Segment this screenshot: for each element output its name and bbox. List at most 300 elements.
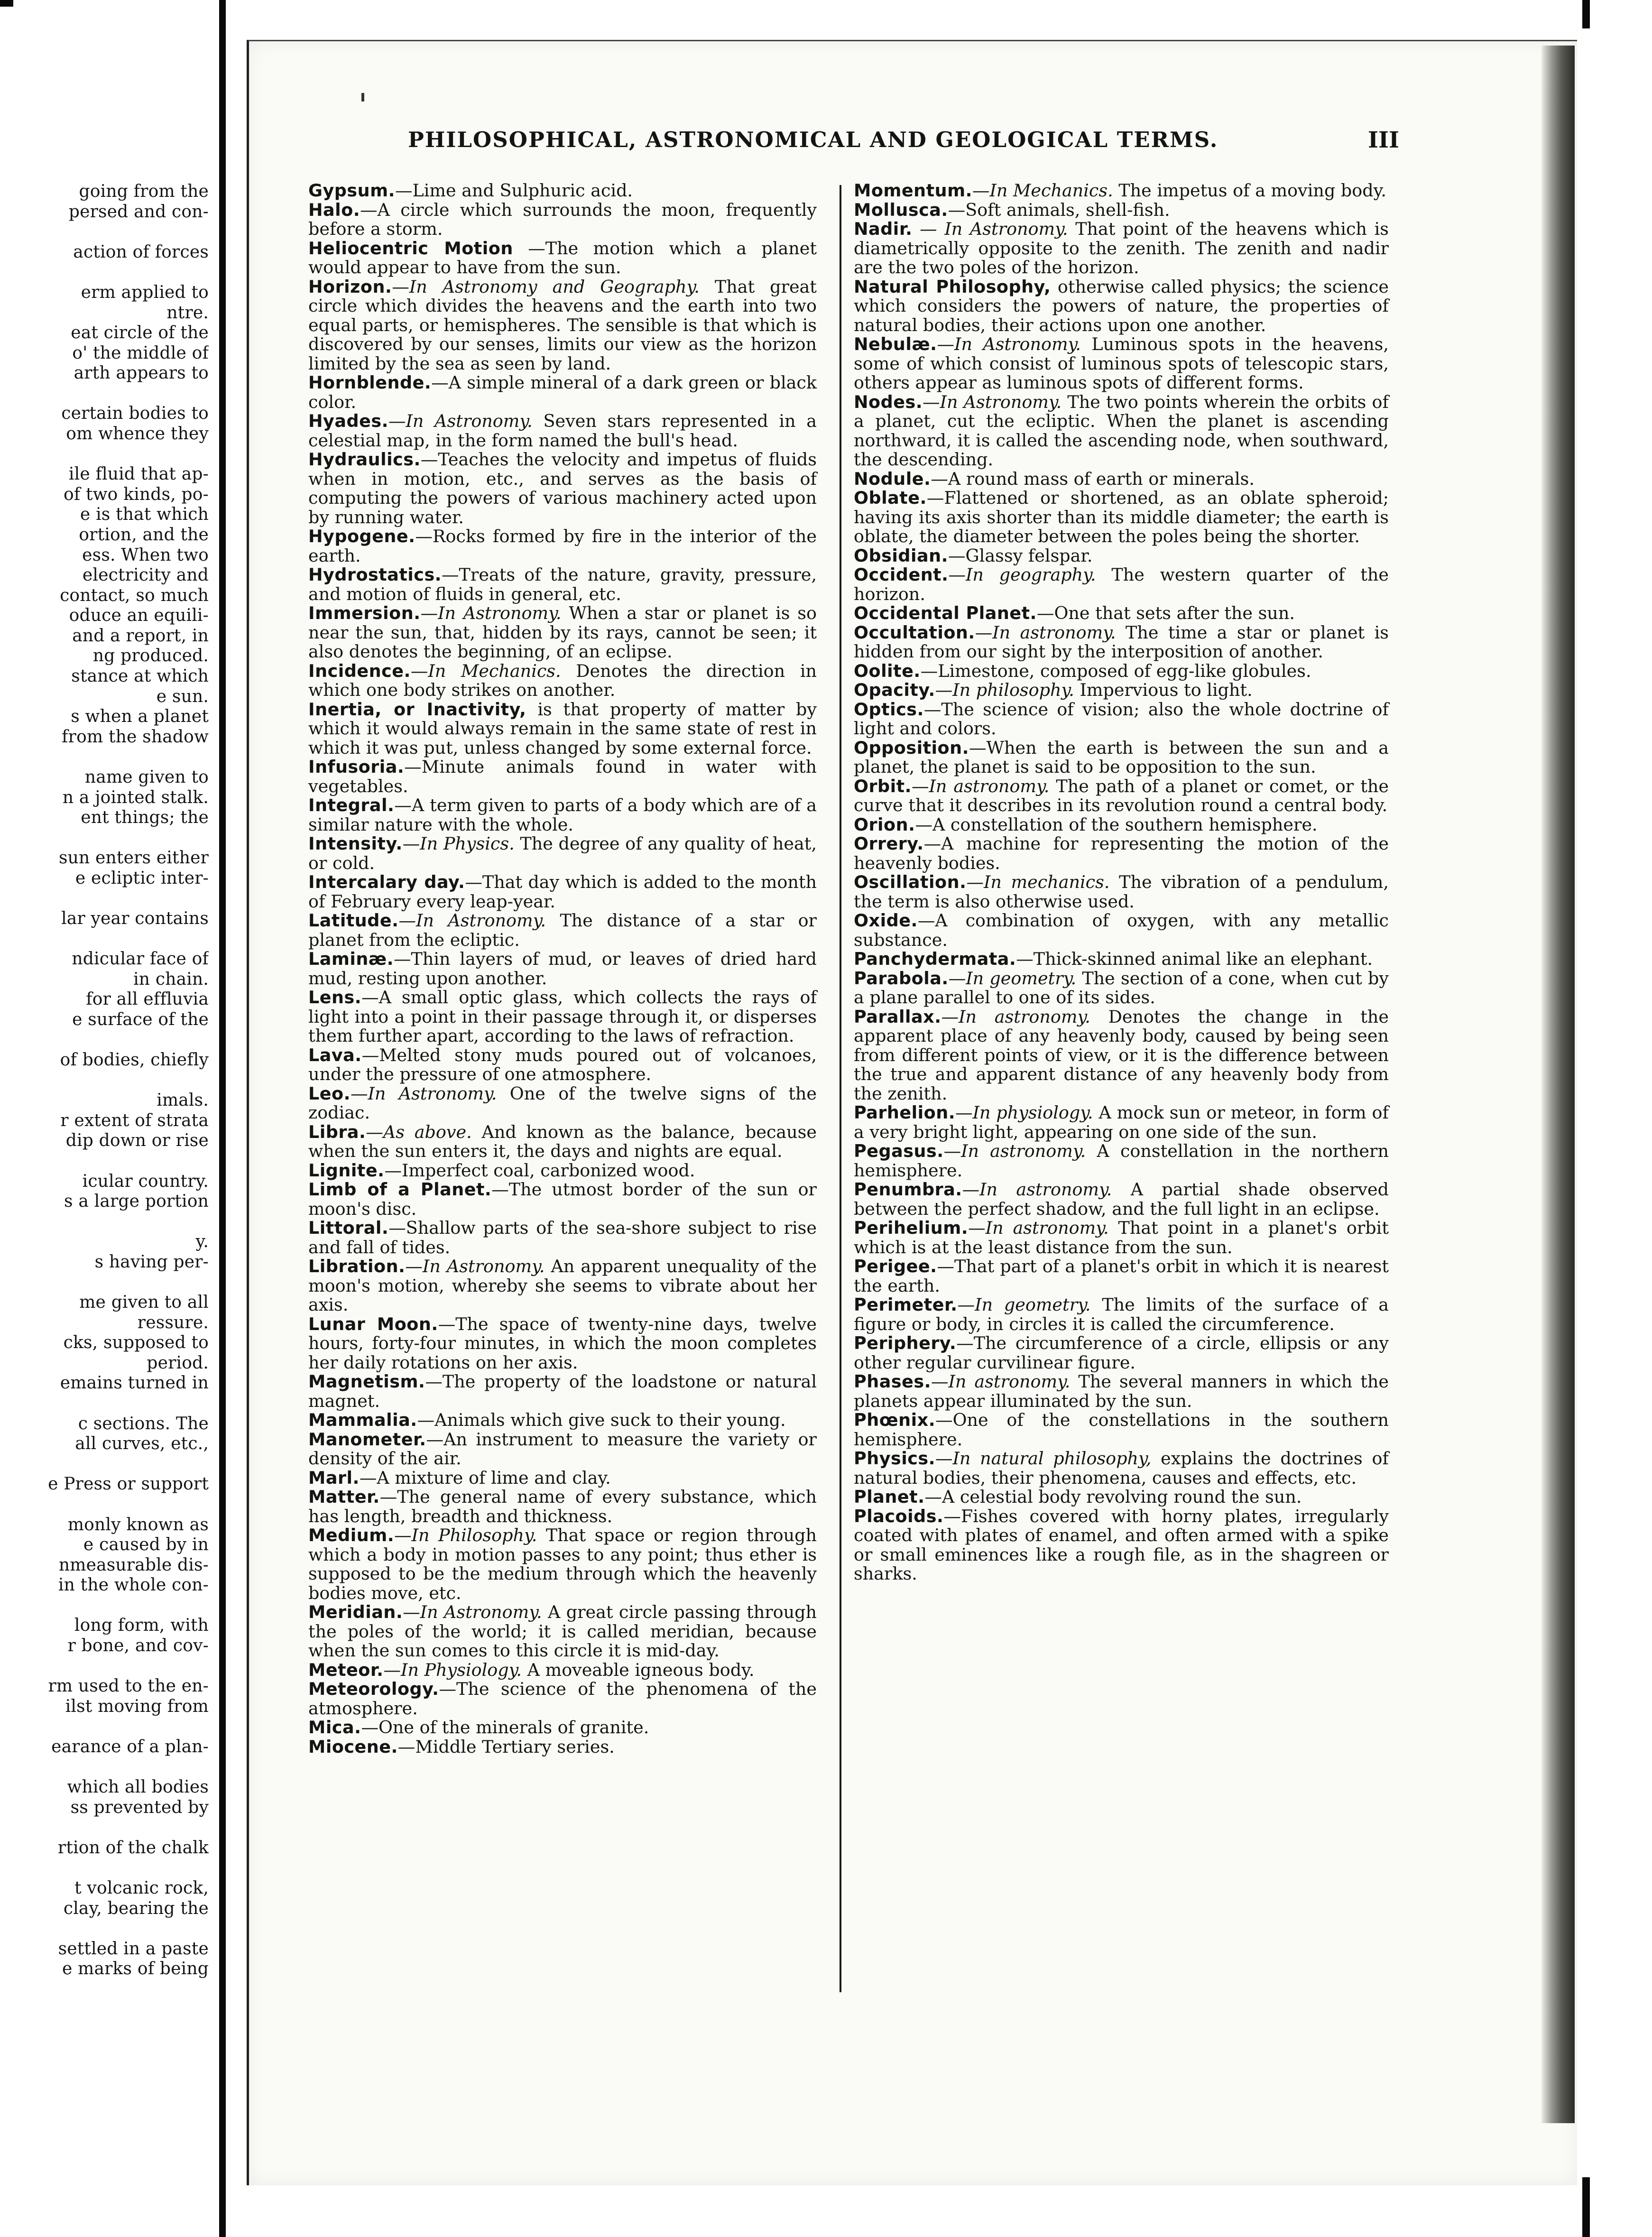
previous-page-line: and a report, in xyxy=(72,626,209,646)
glossary-entry xyxy=(308,412,817,450)
entry-term: Opposition. xyxy=(854,737,969,758)
previous-page-line: y. xyxy=(195,1232,209,1252)
ink-speck xyxy=(361,93,364,102)
entry-sep: — xyxy=(935,680,953,700)
scan-border-top-left xyxy=(0,0,13,7)
previous-page-line xyxy=(0,827,209,850)
entry-def: The degree of any quality of heat, or cold. xyxy=(308,833,817,873)
entry-term: Heliocentric Motion xyxy=(308,238,513,259)
entry-term: Intensity. xyxy=(308,833,403,854)
previous-page-line: oduce an equili- xyxy=(69,606,209,626)
entry-sep: — xyxy=(388,1218,406,1238)
glossary-entry xyxy=(854,546,1389,566)
glossary-entry xyxy=(308,181,817,201)
entry-def: The property of the loadstone or natural magnet. xyxy=(308,1371,817,1411)
glossary-entry xyxy=(854,623,1389,662)
previous-page-line: nmeasurable dis- xyxy=(58,1555,209,1575)
entry-term: Penumbra. xyxy=(854,1179,962,1200)
entry-sep: — xyxy=(420,603,438,623)
previous-page-line xyxy=(0,1816,209,1839)
entry-sep: — xyxy=(402,833,420,854)
entry-def: Thin layers of mud, or leaves of dried hard mud, resting upon another. xyxy=(308,949,817,989)
previous-page-line: emains turned in xyxy=(60,1373,209,1393)
entry-sep: — xyxy=(403,1602,420,1622)
entry-sep: — xyxy=(943,1141,961,1161)
entry-sep: — xyxy=(911,776,929,796)
entry-term: Lignite. xyxy=(308,1160,385,1181)
entry-def: Teaches the velocity and impetus of fluids when in motion, etc., and serves as the basis of computing the powers of various machinery acted upon by running water. xyxy=(308,449,817,527)
entry-sep: — xyxy=(361,987,379,1008)
glossary-entry xyxy=(308,1315,817,1373)
entry-def: Middle Tertiary series. xyxy=(415,1736,615,1757)
entry-def: Minute animals found in water with vegetables. xyxy=(308,757,817,796)
entry-domain: In Mechanics. xyxy=(428,660,561,681)
glossary-entry xyxy=(854,489,1389,546)
entry-term: Perigee. xyxy=(854,1256,937,1276)
entry-term: Lunar Moon. xyxy=(308,1313,438,1334)
entry-sep: — xyxy=(388,411,406,431)
previous-page-line: which all bodies xyxy=(67,1777,209,1797)
entry-term: Physics. xyxy=(854,1448,935,1469)
entry-term: Natural Philosophy, xyxy=(854,276,1051,297)
glossary-entry xyxy=(854,815,1389,835)
glossary-entry xyxy=(308,373,817,412)
entry-term: Orbit. xyxy=(854,776,912,796)
scan-border-bottom-left xyxy=(219,2170,226,2237)
previous-page-line: clay, bearing the xyxy=(63,1898,209,1918)
glossary-entry xyxy=(308,1488,817,1526)
previous-page-line: arth appears to xyxy=(74,363,209,383)
entry-def: Treats of the nature, gravity, pressure, and motion of fluids in general, etc. xyxy=(308,564,817,604)
entry-def: An instrument to measure the variety or density of the air. xyxy=(308,1429,817,1469)
entry-def: One of the constellations in the southern hemisphere. xyxy=(854,1410,1389,1450)
entry-def: When the earth is between the sun and a planet, the planet is said to be opposition to the sun. xyxy=(854,737,1389,777)
entry-def: The limits of the surface of a figure or body, in circles it is called the circumference. xyxy=(854,1294,1389,1334)
previous-page-line: s when a planet xyxy=(71,707,209,727)
entry-sep: — xyxy=(513,238,545,259)
glossary-entry xyxy=(854,681,1389,700)
entry-term: Occidental Planet. xyxy=(854,603,1037,623)
glossary-entry xyxy=(308,1738,817,1757)
entry-domain: In geometry. xyxy=(975,1294,1091,1315)
glossary-entry xyxy=(854,950,1389,969)
entry-domain: In astronomy. xyxy=(979,1179,1112,1200)
entry-sep: — xyxy=(948,564,966,585)
entry-sep: — xyxy=(350,1083,368,1104)
entry-domain: In mechanics. xyxy=(983,872,1110,892)
glossary-entry xyxy=(854,335,1389,393)
glossary-entry xyxy=(308,239,817,277)
entry-domain: In Astronomy. xyxy=(940,391,1062,412)
entry-sep: — xyxy=(966,872,984,892)
glossary-entry xyxy=(308,1257,817,1315)
entry-sep: — xyxy=(392,276,409,297)
entry-sep: — xyxy=(361,1045,379,1065)
glossary-entry xyxy=(854,393,1389,470)
previous-page-line: n a jointed stalk. xyxy=(62,787,209,807)
entry-sep: — xyxy=(395,180,413,201)
entry-term: Hornblende. xyxy=(308,372,432,393)
entry-def: Luminous spots in the heavens, some of which consist of luminous spots of telescopic stars, others appear as luminous spots of different forms. xyxy=(854,334,1389,393)
entry-domain: As above. xyxy=(383,1121,472,1142)
entry-def: Animals which give suck to their young. xyxy=(434,1410,786,1430)
entry-def: A term given to parts of a body which are of a similar nature with the whole. xyxy=(308,795,817,835)
entry-def: The science of vision; also the whole doctrine of light and colors. xyxy=(854,699,1389,739)
entry-term: Meridian. xyxy=(308,1602,403,1622)
entry-sep: — xyxy=(425,1371,443,1392)
previous-page-line: erm applied to xyxy=(81,282,209,302)
entry-sep: — xyxy=(948,199,966,220)
entry-def: otherwise called physics; the science which considers the powers of nature, the properties of natural bodies, their actions upon one another. xyxy=(854,276,1389,335)
entry-domain: In Astronomy. xyxy=(406,411,533,431)
entry-sep: — xyxy=(397,1736,415,1757)
entry-sep xyxy=(1051,277,1058,297)
previous-page-line: om whence they xyxy=(66,424,209,444)
entry-term: Mica. xyxy=(308,1717,361,1738)
previous-page-line: ile fluid that ap- xyxy=(68,464,209,484)
entry-term: Placoids. xyxy=(854,1506,944,1526)
previous-page-line xyxy=(0,1493,209,1516)
previous-page-line: settled in a paste xyxy=(58,1939,209,1959)
entry-term: Orion. xyxy=(854,814,915,835)
left-column xyxy=(308,181,817,1756)
entry-sep: — xyxy=(383,1659,401,1680)
entry-sep: — xyxy=(972,180,990,201)
entry-term: Laminæ. xyxy=(308,949,394,969)
entry-domain: In Physiology. xyxy=(401,1659,522,1680)
entry-term: Miocene. xyxy=(308,1736,398,1757)
entry-def: A combination of oxygen, with any metallic substance. xyxy=(854,910,1389,950)
previous-page-line: e is that which xyxy=(80,505,209,525)
entry-term: Gypsum. xyxy=(308,180,395,201)
entry-term: Perihelium. xyxy=(854,1218,969,1238)
entry-term: Incidence. xyxy=(308,660,411,681)
entry-sep: — xyxy=(915,814,932,835)
entry-def: Lime and Sulphuric acid. xyxy=(412,180,633,201)
entry-def: One of the minerals of granite. xyxy=(378,1717,649,1738)
entry-term: Latitude. xyxy=(308,910,399,931)
previous-page-line xyxy=(0,746,209,768)
page-number: III xyxy=(1368,127,1399,153)
entry-def: A simple mineral of a dark green or black color. xyxy=(308,372,817,412)
entry-term: Opacity. xyxy=(854,680,935,700)
glossary-entry xyxy=(854,1295,1389,1334)
previous-page-line: e marks of being xyxy=(62,1959,209,1978)
entry-term: Immersion. xyxy=(308,603,421,623)
entry-domain: In physiology. xyxy=(972,1102,1093,1123)
previous-page-line: r extent of strata xyxy=(60,1110,209,1130)
entry-def: Denotes the change in the apparent place of any heavenly body, caused by being seen from different points of view, or it is the difference between the true and apparent distance of any heavenly body from the zenith. xyxy=(854,1006,1389,1104)
previous-page-line: imals. xyxy=(157,1091,209,1110)
entry-domain: In astronomy. xyxy=(948,1371,1071,1392)
entry-def: Denotes the direction in which one body strikes on another. xyxy=(308,660,817,700)
entry-def: The science of the phenomena of the atmosphere. xyxy=(308,1679,817,1719)
entry-domain: In natural philosophy, xyxy=(952,1448,1152,1469)
previous-page-line xyxy=(0,1857,209,1879)
entry-term: Lava. xyxy=(308,1045,362,1065)
entry-term: Nodule. xyxy=(854,468,931,489)
entry-domain: In Astronomy. xyxy=(420,1602,542,1622)
previous-page-line: e Press or support xyxy=(48,1474,209,1494)
glossary-entry xyxy=(854,277,1389,335)
glossary-entry xyxy=(854,181,1389,201)
glossary-entry xyxy=(308,1718,817,1738)
previous-page-line xyxy=(0,1453,209,1476)
entry-domain: In Astronomy. xyxy=(438,603,562,623)
previous-page-line: contact, so much xyxy=(60,585,209,605)
entry-def: And known as the balance, because when the sun enters it, the days and nights are equal. xyxy=(308,1121,817,1161)
entry-def: Seven stars represented in a celestial map, in the form named the bull's head. xyxy=(308,411,817,451)
entry-def: A partial shade observed between the perfect shadow, and the full light in an eclipse. xyxy=(854,1179,1389,1219)
entry-def: Impervious to light. xyxy=(1074,680,1253,700)
entry-def: That part of a planet's orbit in which it is nearest the earth. xyxy=(854,1256,1389,1296)
glossary-entry xyxy=(308,758,817,796)
entry-term: Littoral. xyxy=(308,1218,389,1238)
entry-term: Magnetism. xyxy=(308,1371,425,1392)
page-header-title: PHILOSOPHICAL, ASTRONOMICAL AND GEOLOGICAL TERMS. xyxy=(408,127,1218,152)
entry-def: Soft animals, shell-fish. xyxy=(965,199,1170,220)
previous-page-line xyxy=(0,928,209,951)
entry-term: Phases. xyxy=(854,1371,931,1392)
entry-sep: — xyxy=(410,660,428,681)
entry-def: The section of a cone, when cut by a plane parallel to one of its sides. xyxy=(854,968,1389,1008)
entry-sep: — xyxy=(394,949,411,969)
previous-page-line: name given to xyxy=(84,767,209,787)
previous-page-line xyxy=(0,261,209,284)
entry-def: Rocks formed by fire in the interior of the earth. xyxy=(308,526,817,566)
previous-page-line: r bone, and cov- xyxy=(67,1636,209,1656)
entry-def: That space or region through which a body in motion passes to any point; thus ether is supposed to be the medium through which the heavenly bodies move, etc. xyxy=(308,1525,817,1603)
entry-def: One of the twelve signs of the zodiac. xyxy=(308,1083,817,1123)
entry-term: Inertia, or Inactivity, xyxy=(308,699,526,720)
entry-term: Matter. xyxy=(308,1487,380,1507)
previous-page-line: ilst moving from xyxy=(65,1696,209,1716)
entry-def: A moveable igneous body. xyxy=(522,1659,755,1680)
previous-page-line: of bodies, chiefly xyxy=(60,1050,209,1070)
entry-def: The path of a planet or comet, or the curve that it describes in its revolution round a central body. xyxy=(854,776,1389,815)
glossary-entry xyxy=(308,1046,817,1084)
entry-def: The motion which a planet would appear to have from the sun. xyxy=(308,238,817,277)
entry-def: The impetus of a moving body. xyxy=(1113,180,1386,201)
previous-page-line: me given to all xyxy=(79,1293,209,1313)
glossary-entry xyxy=(854,470,1389,489)
entry-sep: — xyxy=(361,1717,378,1738)
entry-sep: — xyxy=(360,199,378,220)
previous-page-line: e surface of the xyxy=(72,1009,209,1029)
previous-page-line: rm used to the en- xyxy=(48,1676,209,1696)
previous-page-line xyxy=(0,1069,209,1092)
entry-def: That day which is added to the month of February every leap-year. xyxy=(308,872,817,912)
glossary-entry xyxy=(854,1142,1389,1180)
previous-page-line: s a large portion xyxy=(64,1192,209,1211)
previous-page-line xyxy=(0,1211,209,1233)
glossary-entry xyxy=(854,220,1389,277)
entry-term: Halo. xyxy=(308,199,360,220)
entry-sep: — xyxy=(937,334,955,354)
glossary-entry xyxy=(854,1411,1389,1449)
glossary-entry xyxy=(854,1257,1389,1295)
scan-border-top-right xyxy=(1582,0,1590,28)
glossary-entry xyxy=(308,911,817,950)
entry-domain: In Astronomy. xyxy=(416,910,546,931)
entry-term: Leo. xyxy=(308,1083,351,1104)
glossary-entry xyxy=(854,201,1389,220)
glossary-entry xyxy=(854,1219,1389,1257)
entry-domain: In Mechanics. xyxy=(989,180,1113,201)
entry-def: Imperfect coal, carbonized wood. xyxy=(401,1160,695,1181)
previous-page-line: monly known as xyxy=(67,1515,209,1534)
entry-sep: — xyxy=(923,699,941,720)
glossary-entry xyxy=(308,1123,817,1161)
glossary-entry xyxy=(854,873,1389,911)
entry-term: Occultation. xyxy=(854,622,975,643)
entry-sep: — xyxy=(923,833,941,854)
entry-sep: — xyxy=(931,468,948,489)
entry-domain: In geography. xyxy=(966,564,1096,585)
glossary-entry xyxy=(308,950,817,988)
entry-term: Mollusca. xyxy=(854,199,948,220)
entry-term: Perimeter. xyxy=(854,1294,958,1315)
entry-term: Orrery. xyxy=(854,833,924,854)
entry-term: Medium. xyxy=(308,1525,395,1545)
entry-sep: — xyxy=(394,1525,412,1545)
glossary-entry xyxy=(308,1219,817,1257)
entry-def: Glassy felspar. xyxy=(965,545,1093,566)
entry-sep: — xyxy=(442,564,459,585)
entry-def: A round mass of earth or minerals. xyxy=(948,468,1255,489)
previous-page-line xyxy=(0,221,209,243)
glossary-entry xyxy=(308,450,817,527)
glossary-entry xyxy=(308,565,817,604)
previous-page-line: rtion of the chalk xyxy=(57,1838,209,1858)
right-column xyxy=(854,181,1389,1584)
entry-sep: — xyxy=(417,1410,435,1430)
entry-term: Parallax. xyxy=(854,1006,941,1027)
scan-border-left xyxy=(219,0,226,2237)
previous-page-line: eat circle of the xyxy=(71,323,209,343)
entry-sep: — xyxy=(956,1333,974,1353)
previous-page-line: of two kinds, po- xyxy=(63,484,209,504)
previous-page-line: c sections. The xyxy=(78,1414,209,1433)
entry-sep: — xyxy=(439,1679,456,1699)
entry-term: Panchydermata. xyxy=(854,949,1016,969)
entry-sep: — xyxy=(415,526,433,546)
entry-def: The circumference of a circle, ellipsis or any other regular curvilinear figure. xyxy=(854,1333,1389,1373)
previous-page-line: stance at which xyxy=(71,666,209,686)
entry-term: Oscillation. xyxy=(854,872,967,892)
entry-domain: In astronomy. xyxy=(961,1141,1086,1161)
entry-def: That point in a planet's orbit which is at the least distance from the sun. xyxy=(854,1218,1389,1257)
entry-sep: — xyxy=(969,737,987,758)
glossary-entry xyxy=(854,1334,1389,1372)
entry-domain: In astronomy. xyxy=(959,1006,1090,1027)
entry-sep: — xyxy=(1016,949,1034,969)
entry-sep: — xyxy=(923,391,940,412)
glossary-entry xyxy=(308,796,817,834)
entry-def: The several manners in which the planets appear illuminated by the sun. xyxy=(854,1371,1389,1411)
entry-def: A mock sun or meteor, in form of a very bright light, appearing on one side of the sun. xyxy=(854,1102,1389,1142)
entry-def: A mixture of lime and clay. xyxy=(377,1467,611,1488)
previous-page-line: ressure. xyxy=(137,1313,209,1332)
entry-term: Phœnix. xyxy=(854,1410,936,1430)
entry-sep: — xyxy=(943,1506,961,1526)
previous-page-line: action of forces xyxy=(73,242,209,262)
glossary-entry xyxy=(854,1449,1389,1488)
glossary-entry xyxy=(854,700,1389,739)
entry-sep: — xyxy=(431,372,449,393)
entry-sep: — xyxy=(404,757,422,777)
entry-domain: In geometry. xyxy=(966,968,1077,989)
entry-term: Mammalia. xyxy=(308,1410,417,1430)
entry-def: explains the doctrines of natural bodies, their phenomena, causes and effects, etc. xyxy=(854,1448,1389,1488)
glossary-entry xyxy=(308,1411,817,1430)
entry-def: A constellation of the southern hemisphere. xyxy=(932,814,1318,835)
page-edge-shadow xyxy=(1541,46,1575,2123)
entry-sep: — xyxy=(975,622,993,643)
previous-page-line: dip down or rise xyxy=(65,1131,209,1151)
entry-domain: In Astronomy. xyxy=(954,334,1081,354)
entry-sep: — xyxy=(359,1467,377,1488)
entry-def: A constellation in the northern hemisphere. xyxy=(854,1141,1389,1181)
entry-term: Parabola. xyxy=(854,968,949,989)
entry-def: The two points wherein the orbits of a planet, cut the ecliptic. When the planet is ascending northward, it is called the ascending node, when southward, the descending. xyxy=(854,391,1389,470)
entry-sep: — xyxy=(366,1121,383,1142)
glossary-entry xyxy=(308,700,817,758)
entry-def: When a star or planet is so near the sun, that, hidden by its rays, cannot be seen; it also denotes the beginning, of an eclipse. xyxy=(308,603,817,662)
entry-def: That point of the heavens which is diametrically opposite to the zenith. The zenith and nadir are the two poles of the horizon. xyxy=(854,219,1389,277)
entry-domain: In Physics. xyxy=(420,833,515,854)
entry-term: Hydraulics. xyxy=(308,449,421,470)
previous-page-line: in chain. xyxy=(133,969,209,989)
entry-domain: In philosophy. xyxy=(952,680,1074,700)
previous-page-line: ortion, and the xyxy=(79,525,209,545)
entry-term: Planet. xyxy=(854,1487,925,1507)
previous-page-line xyxy=(0,1594,209,1617)
glossary-entry xyxy=(308,1603,817,1661)
entry-def: A circle which surrounds the moon, frequently before a storm. xyxy=(308,199,817,239)
previous-page-line: from the shadow xyxy=(62,727,209,747)
previous-page-line: sun enters either xyxy=(58,848,209,868)
glossary-entry xyxy=(308,1680,817,1718)
entry-term: Optics. xyxy=(854,699,924,720)
previous-page-line: ent things; the xyxy=(81,808,209,828)
entry-sep: — xyxy=(926,488,944,508)
entry-term: Nodes. xyxy=(854,391,923,412)
entry-term: Oxide. xyxy=(854,910,918,931)
previous-page-line: long form, with xyxy=(74,1616,209,1636)
glossary-entry xyxy=(308,1372,817,1411)
scan-border-bottom-right xyxy=(1582,2177,1590,2237)
entry-sep: — xyxy=(379,1487,397,1507)
previous-page-line: e caused by in xyxy=(83,1535,209,1555)
entry-def: One that sets after the sun. xyxy=(1054,603,1295,623)
entry-domain: In astronomy. xyxy=(985,1218,1109,1238)
entry-sep xyxy=(526,699,538,720)
glossary-entry xyxy=(854,777,1389,815)
entry-domain: In Philosophy. xyxy=(411,1525,537,1545)
entry-sep: — xyxy=(917,910,935,931)
glossary-entry xyxy=(854,565,1389,604)
glossary-entry xyxy=(854,1180,1389,1219)
previous-page-line xyxy=(0,1756,209,1779)
previous-page-line: t volcanic rock, xyxy=(74,1878,209,1898)
entry-def: A small optic glass, which collects the rays of light into a point in their passage through it, or disperses them further apart, according to the laws of refraction. xyxy=(308,987,817,1046)
previous-page-line: lar year contains xyxy=(61,909,209,929)
entry-sep: — xyxy=(920,660,938,681)
previous-page-line xyxy=(0,887,209,910)
previous-page-line: cks, supposed to xyxy=(63,1333,209,1353)
glossary-entry xyxy=(308,1661,817,1680)
